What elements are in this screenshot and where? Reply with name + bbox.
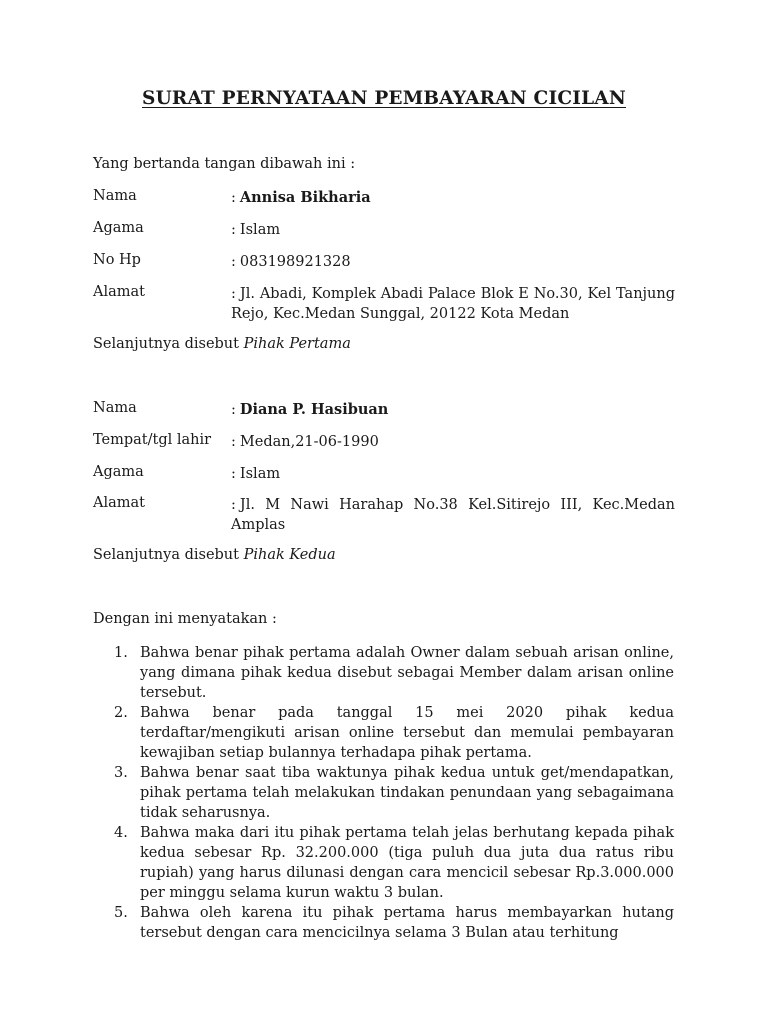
p1-hp-label: No Hp bbox=[93, 252, 141, 268]
p2-sebutan-prefix: Selanjutnya disebut bbox=[93, 547, 239, 563]
colon: : bbox=[231, 402, 236, 418]
p1-agama-value: Islam bbox=[239, 222, 281, 238]
p1-sebutan-prefix: Selanjutnya disebut bbox=[93, 336, 239, 352]
p2-ttl-value: Medan,21-06-1990 bbox=[239, 434, 379, 450]
statement-list bbox=[114, 643, 674, 943]
statement-intro: Dengan ini menyatakan : bbox=[93, 611, 277, 627]
p2-nama-label: Nama bbox=[93, 400, 137, 416]
p1-agama-label: Agama bbox=[93, 220, 144, 236]
p1-sebutan bbox=[93, 336, 351, 352]
p2-agama-label: Agama bbox=[93, 464, 144, 480]
list-item-number: 5. bbox=[114, 905, 128, 921]
list-item bbox=[114, 643, 674, 703]
colon: : bbox=[231, 222, 236, 238]
p1-alamat-value: Jl. Abadi, Komplek Abadi Palace Blok E No.30, Kel Tanjung Rejo, Kec.Medan Sunggal, 20122 Kota Medan bbox=[231, 286, 675, 322]
colon: : bbox=[231, 466, 236, 482]
list-item bbox=[114, 823, 674, 903]
list-item-text: Bahwa maka dari itu pihak pertama telah jelas berhutang kepada pihak kedua sebesar Rp. 32.200.000 (tiga puluh dua juta dua ratus ribu rupiah) yang harus dilunasi dengan cara mencicil sebesar Rp.3.000.000 per minggu selama kurun waktu 3 bulan. bbox=[140, 825, 674, 901]
colon: : bbox=[231, 190, 236, 206]
p1-hp-value: 083198921328 bbox=[239, 254, 351, 270]
colon: : bbox=[231, 254, 236, 270]
p1-sebutan-value: Pihak Pertama bbox=[243, 336, 351, 352]
p1-nama-label: Nama bbox=[93, 188, 137, 204]
p2-sebutan-value: Pihak Kedua bbox=[243, 547, 336, 563]
list-item-number: 2. bbox=[114, 705, 128, 721]
p2-agama-value: Islam bbox=[239, 466, 281, 482]
list-item-number: 3. bbox=[114, 765, 128, 781]
list-item-text: Bahwa oleh karena itu pihak pertama harus membayarkan hutang tersebut dengan cara mencicilnya selama 3 Bulan atau terhitung bbox=[140, 905, 674, 941]
p2-alamat-label: Alamat bbox=[93, 495, 145, 511]
p2-alamat-value: Jl. M Nawi Harahap No.38 Kel.Sitirejo III, Kec.Medan Amplas bbox=[231, 497, 675, 533]
list-item-text: Bahwa benar pada tanggal 15 mei 2020 pihak kedua terdaftar/mengikuti arisan online tersebut dan memulai pembayaran kewajiban setiap bulannya terhadapa pihak pertama. bbox=[140, 705, 674, 761]
list-item-number: 4. bbox=[114, 825, 128, 841]
list-item bbox=[114, 903, 674, 943]
list-item bbox=[114, 763, 674, 823]
colon: : bbox=[231, 497, 236, 513]
list-item bbox=[114, 703, 674, 763]
p2-sebutan bbox=[93, 547, 336, 563]
colon: : bbox=[231, 286, 236, 302]
p1-nama-value: Annisa Bikharia bbox=[239, 189, 371, 206]
list-item-text: Bahwa benar saat tiba waktunya pihak kedua untuk get/mendapatkan, pihak pertama telah melakukan tindakan penundaan yang sebagaimana tidak seharusnya. bbox=[140, 765, 674, 821]
p2-ttl-label: Tempat/tgl lahir bbox=[93, 432, 212, 448]
intro-text: Yang bertanda tangan dibawah ini : bbox=[93, 156, 356, 172]
list-item-text: Bahwa benar pihak pertama adalah Owner dalam sebuah arisan online, yang dimana pihak kedua disebut sebagai Member dalam arisan online tersebut. bbox=[140, 645, 674, 701]
p1-alamat-label: Alamat bbox=[93, 284, 145, 300]
p2-nama-value: Diana P. Hasibuan bbox=[239, 401, 389, 418]
document-title: SURAT PERNYATAAN PEMBAYARAN CICILAN bbox=[142, 88, 626, 109]
list-item-number: 1. bbox=[114, 645, 128, 661]
colon: : bbox=[231, 434, 236, 450]
